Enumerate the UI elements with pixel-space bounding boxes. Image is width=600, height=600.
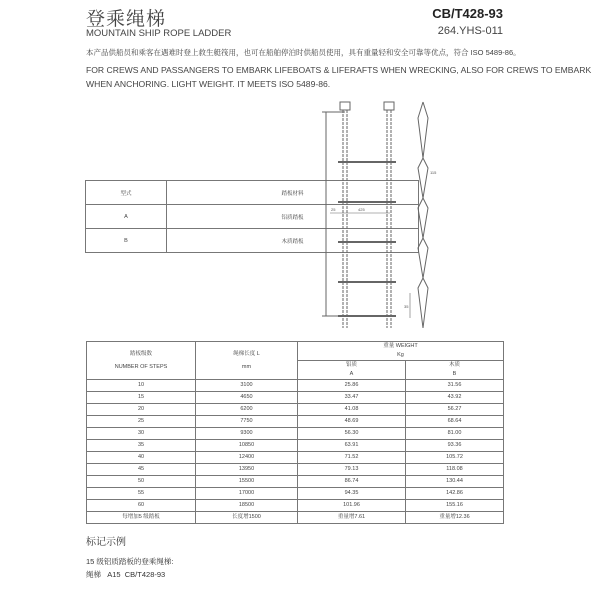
dim-bottom: 35 xyxy=(404,304,409,309)
dim-rung-width: 425 xyxy=(358,207,365,212)
material-header: 踏板材料 xyxy=(167,181,419,205)
steps-cell: 15 xyxy=(87,392,196,404)
description-en: FOR CREWS AND PASSANGERS TO EMBARK LIFEBOATS & LIFERAFTS WHEN WRECKING, ALSO FOR CREWS TO EMBARK WHEN ANCHORING. LIGHT WEIGHT. IT MEETS ISO 5489-86. xyxy=(86,65,592,89)
table-footer-row xyxy=(87,512,504,524)
weight-a-cell: 79.13 xyxy=(298,464,406,476)
steps-cell: 40 xyxy=(87,452,196,464)
marking-title: 标记示例 xyxy=(86,537,126,548)
page-title-en: MOUNTAIN SHIP ROPE LADDER xyxy=(86,28,232,39)
length-cell: 15500 xyxy=(196,476,298,488)
weight-b-cell: 81.00 xyxy=(406,428,504,440)
marking-line-2: 绳梯 A15 CB/T428-93 xyxy=(86,570,166,579)
length-header xyxy=(196,342,298,380)
description-cn: 本产品供船员和乘客在遇难时登上救生艇筏用，也可在船舶停泊时供船员使用，具有重量轻和安全可靠等优点，符合 ISO 5489-86。 xyxy=(86,48,521,57)
length-cell: 10850 xyxy=(196,440,298,452)
length-cell: 12400 xyxy=(196,452,298,464)
weight-a-cell: 101.96 xyxy=(298,500,406,512)
weight-a-cell: 56.30 xyxy=(298,428,406,440)
footer-cell: 每增加5 级踏板 xyxy=(87,512,196,524)
steps-cell: 25 xyxy=(87,416,196,428)
page-title-cn: 登乘绳梯 xyxy=(86,9,167,30)
steps-cell: 50 xyxy=(87,476,196,488)
material-cell: 铝质踏板 xyxy=(167,205,419,229)
steps-cell: 30 xyxy=(87,428,196,440)
length-cell: 3100 xyxy=(196,380,298,392)
weight-a-cell: 33.47 xyxy=(298,392,406,404)
material-cell: 木质踏板 xyxy=(167,229,419,253)
weight-a-cell: 71.52 xyxy=(298,452,406,464)
weight-a-cell: 94.35 xyxy=(298,488,406,500)
length-cell: 13950 xyxy=(196,464,298,476)
table-row xyxy=(87,488,504,500)
footer-cell: 长度增1500 xyxy=(196,512,298,524)
weight-header xyxy=(298,342,504,361)
type-cell: B xyxy=(86,229,167,253)
product-code: 264.YHS-011 xyxy=(437,25,503,37)
table-row xyxy=(87,404,504,416)
length-header-cn: 绳梯长度 L xyxy=(233,350,260,357)
footer-cell: 重量增12.36 xyxy=(406,512,504,524)
table-row xyxy=(87,428,504,440)
steps-cell: 35 xyxy=(87,440,196,452)
steps-header xyxy=(87,342,196,380)
ladder-drawing xyxy=(300,98,440,338)
table-row xyxy=(87,380,504,392)
weight-b-cell: 155.16 xyxy=(406,500,504,512)
standard-code: CB/T428-93 xyxy=(432,6,503,21)
weight-b-cn: 木质 xyxy=(448,362,460,368)
weight-b-label: B xyxy=(452,371,457,377)
weight-a-cell: 41.08 xyxy=(298,404,406,416)
weight-b-cell: 93.36 xyxy=(406,440,504,452)
weight-a-cell: 25.86 xyxy=(298,380,406,392)
weight-b-cell: 31.56 xyxy=(406,380,504,392)
length-cell: 7750 xyxy=(196,416,298,428)
length-header-unit: mm xyxy=(241,363,252,370)
marking-line-1: 15 级铝质踏板的登乘绳梯: xyxy=(86,557,174,566)
steps-cell: 10 xyxy=(87,380,196,392)
length-cell: 9300 xyxy=(196,428,298,440)
weight-header-unit: Kg xyxy=(397,352,404,358)
footer-cell: 重量增7.61 xyxy=(298,512,406,524)
weight-header-label: 重量 WEIGHT xyxy=(383,343,418,349)
weight-b-cell: 105.72 xyxy=(406,452,504,464)
weight-b-cell: 56.27 xyxy=(406,404,504,416)
weight-b-cell: 68.64 xyxy=(406,416,504,428)
dim-side: 115 xyxy=(430,170,437,175)
table-row xyxy=(87,452,504,464)
steps-header-cn: 踏板级数 xyxy=(129,350,152,357)
weight-a-header xyxy=(298,361,406,380)
weight-a-cell: 86.74 xyxy=(298,476,406,488)
weight-b-cell: 130.44 xyxy=(406,476,504,488)
steps-cell: 20 xyxy=(87,404,196,416)
steps-cell: 45 xyxy=(87,464,196,476)
steps-cell: 55 xyxy=(87,488,196,500)
length-cell: 6200 xyxy=(196,404,298,416)
steps-header-en: NUMBER OF STEPS xyxy=(114,363,168,370)
length-cell: 4650 xyxy=(196,392,298,404)
weight-a-cell: 48.69 xyxy=(298,416,406,428)
weight-b-header xyxy=(406,361,504,380)
weight-a-label: A xyxy=(349,371,354,377)
weight-a-cn: 铝质 xyxy=(345,362,357,368)
length-cell: 18500 xyxy=(196,500,298,512)
table-row xyxy=(87,392,504,404)
table-row xyxy=(87,476,504,488)
spec-table xyxy=(86,341,504,524)
weight-b-cell: 118.08 xyxy=(406,464,504,476)
weight-b-cell: 43.92 xyxy=(406,392,504,404)
type-header: 型式 xyxy=(86,181,167,205)
weight-a-cell: 63.91 xyxy=(298,440,406,452)
type-cell: A xyxy=(86,205,167,229)
dim-offset: 25 xyxy=(331,207,336,212)
length-cell: 17000 xyxy=(196,488,298,500)
table-row xyxy=(87,500,504,512)
steps-cell: 60 xyxy=(87,500,196,512)
table-row xyxy=(87,416,504,428)
table-row xyxy=(87,464,504,476)
table-row xyxy=(87,440,504,452)
weight-b-cell: 142.86 xyxy=(406,488,504,500)
